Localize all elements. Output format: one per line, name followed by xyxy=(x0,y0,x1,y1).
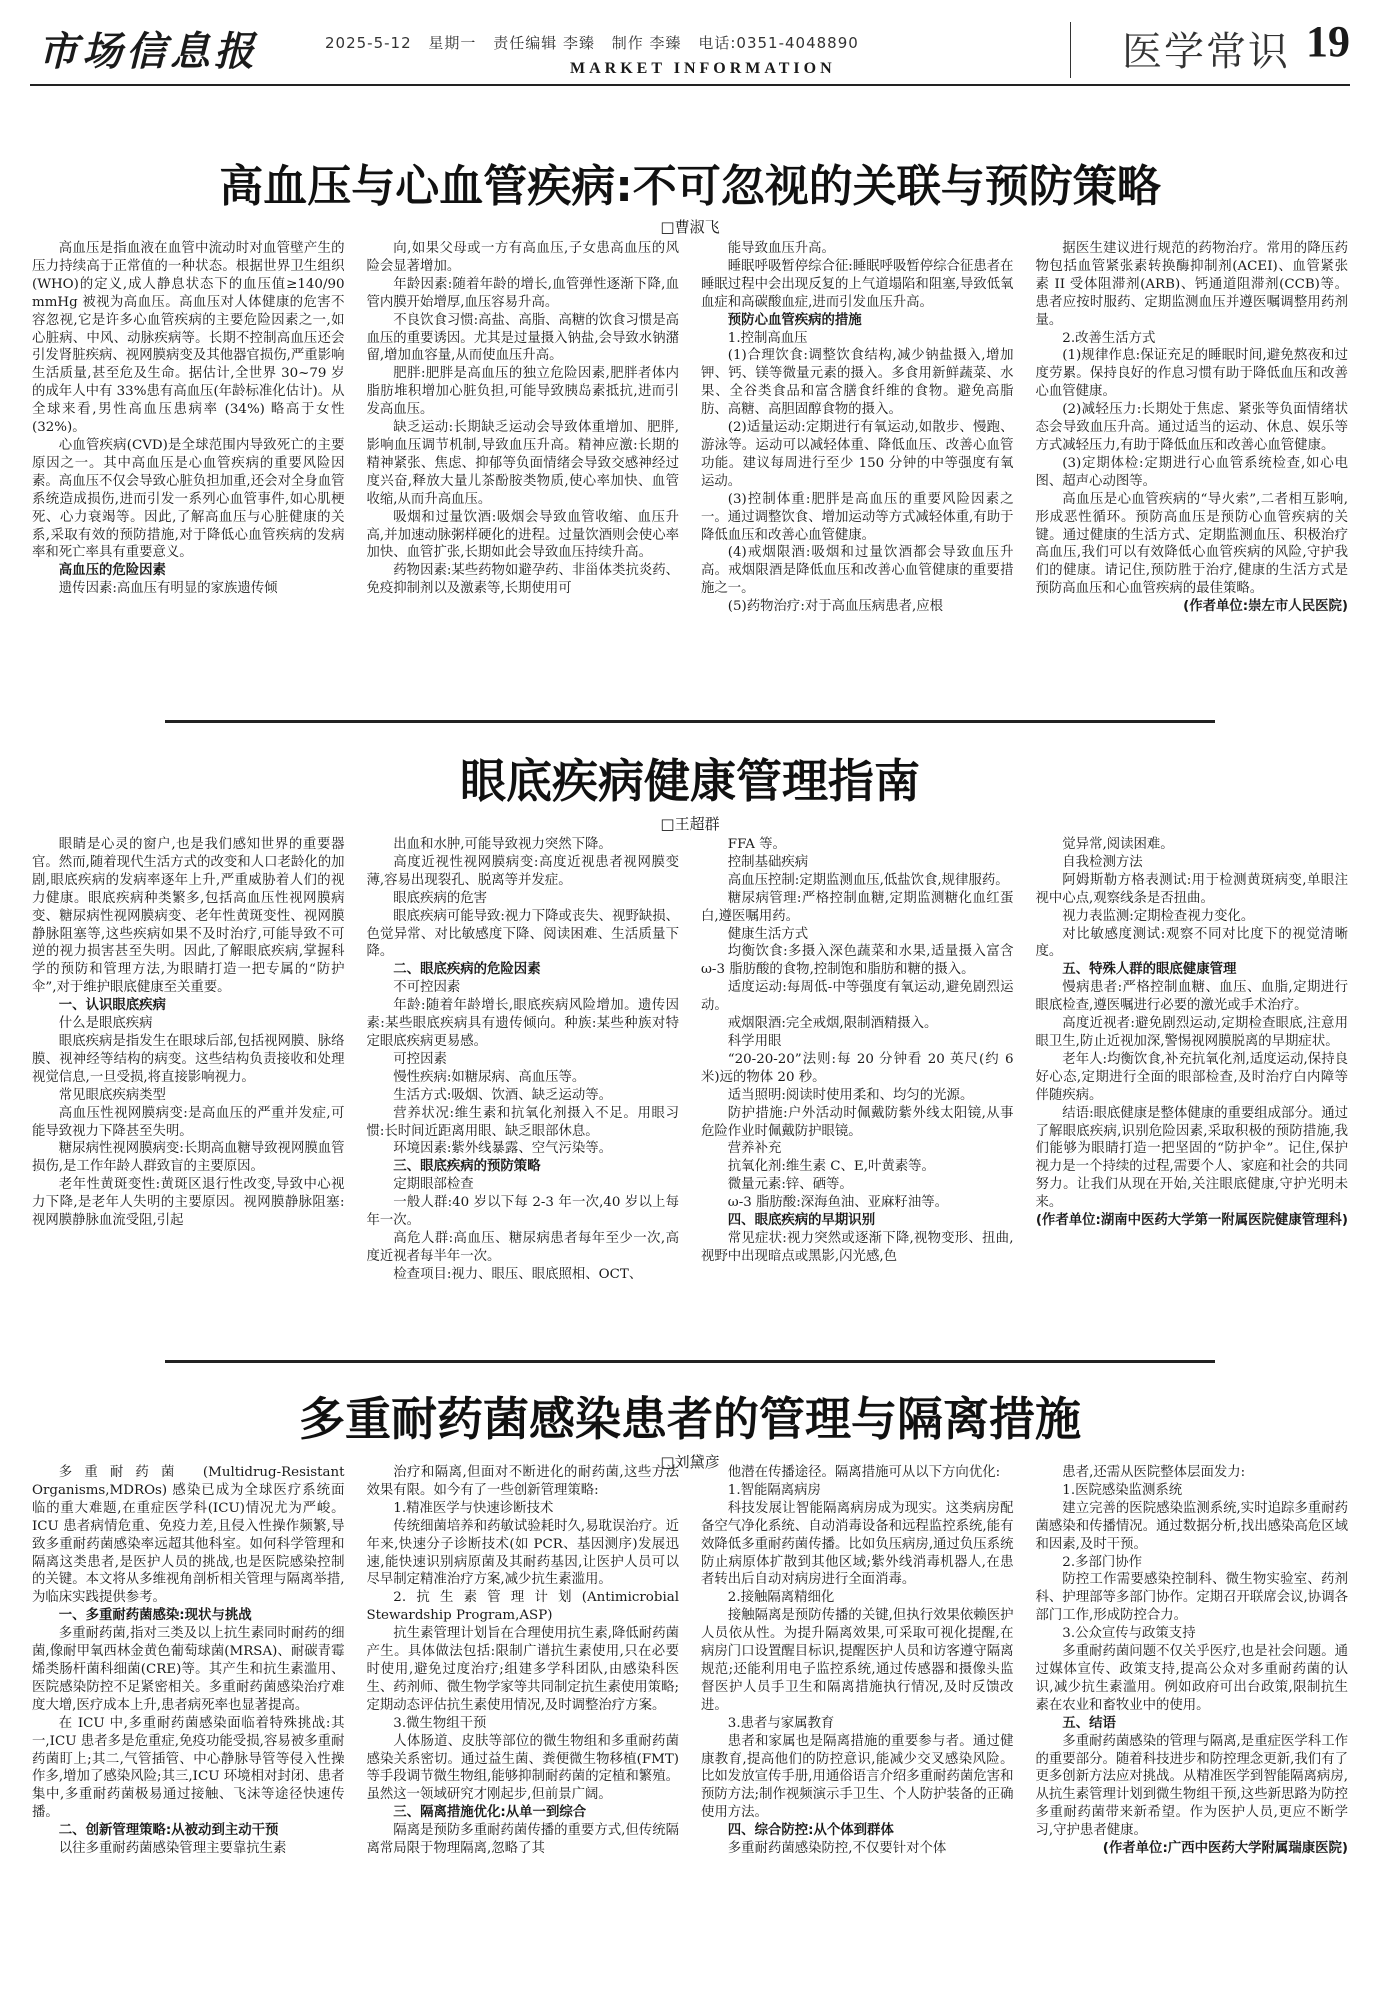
phone: 电话:0351-4048890 xyxy=(698,34,859,52)
paragraph: 多重耐药菌问题不仅关乎医疗,也是社会问题。通过媒体宣传、政策支持,提高公众对多重耐药菌的认识,减少抗生素滥用。例如政府可出台政策,限制抗生素在农业和畜牧业中的使用。 xyxy=(1035,1644,1348,1713)
paragraph: 不可控因素 xyxy=(393,980,461,996)
paragraph: 糖尿病管理:严格控制血糖,定期监测糖化血红蛋白,遵医嘱用药。 xyxy=(701,890,1014,924)
paragraph: 防控工作需要感染控制科、微生物实验室、药剂科、护理部等多部门协作。定期召开联席会议,协调各部门工作,形成防控合力。 xyxy=(1035,1572,1348,1624)
paragraph: 均衡饮食:多摄入深色蔬菜和水果,适量摄入富含 ω-3 脂肪酸的食物,控制饱和脂肪和糖的摄入。 xyxy=(701,944,1014,978)
paragraph: 2.抗生素管理计划(Antimicrobial Stewardship Program,ASP) xyxy=(366,1590,679,1624)
article-hypertension xyxy=(30,150,1350,237)
paragraph: 人体肠道、皮肤等部位的微生物组和多重耐药菌感染关系密切。通过益生菌、粪便微生物移植(FMT)等手段调节微生物组,能够抑制耐药菌的定植和繁殖。虽然这一领域研究才刚起步,但前景广阔。 xyxy=(366,1733,679,1803)
paragraph: ω-3 脂肪酸:深海鱼油、亚麻籽油等。 xyxy=(727,1195,948,1211)
paragraph: 心血管疾病(CVD)是全球范围内导致死亡的主要原因之一。其中高血压是心血管疾病的重要风险因素。高血压不仅会导致心脏负担加重,还会对全身血管系统造成损伤,进而引发一系列心血管事件,如心肌梗死、心力衰竭等。因此,了解高血压与心脏健康的关系,采取有效的预防措施,对于降低心血管疾病的发病率和死亡率具有重要意义。 xyxy=(32,437,345,561)
a1-column xyxy=(367,240,680,700)
paragraph: 控制基础疾病 xyxy=(727,854,809,870)
a3-column xyxy=(367,1464,680,1988)
paragraph: 能导致血压升高。 xyxy=(727,241,835,256)
paragraph: 建立完善的医院感染监测系统,实时追踪多重耐药菌感染和传播情况。通过数据分析,找出感染高危区域和因素,及时干预。 xyxy=(1035,1500,1348,1552)
subheading: 高血压的危险因素 xyxy=(58,563,166,579)
paragraph: 缺乏运动:长期缺乏运动会导致体重增加、肥胖,影响血压调节机制,导致血压升高。精神应激:长期的精神紧张、焦虑、抑郁等负面情绪会导致交感神经过度兴奋,释放大量儿茶酚胺类物质,使心率加快、血管收缩,从而升高血压。 xyxy=(366,420,679,507)
paragraph: 可控因素 xyxy=(393,1051,447,1067)
paragraph: 吸烟和过量饮酒:吸烟会导致血管收缩、血压升高,并加速动脉粥样硬化的进程。过量饮酒则会使心率加快、血管扩张,长期如此会导致血压持续升高。 xyxy=(366,509,679,561)
headline: 多重耐药菌感染患者的管理与隔离措施 xyxy=(299,1392,1081,1446)
paragraph: 药物因素:某些药物如避孕药、非甾体类抗炎药、免疫抑制剂以及激素等,长期使用可 xyxy=(366,563,679,597)
paragraph: 自我检测方法 xyxy=(1062,854,1143,870)
byline: □王超群 xyxy=(660,815,720,833)
paragraph: 不良饮食习惯:高盐、高脂、高糖的饮食习惯是高血压的重要诱因。尤其是过量摄入钠盐,会导致水钠潴留,增加血容量,从而使血压升高。 xyxy=(366,312,679,364)
paragraph: 常见眼底疾病类型 xyxy=(58,1087,166,1103)
paragraph: (4)戒烟限酒:吸烟和过量饮酒都会导致血压升高。戒烟限酒是降低血压和改善心血管健康的重要措施之一。 xyxy=(701,545,1014,597)
page-number: 19 xyxy=(1306,17,1350,66)
producer: 制作 李臻 xyxy=(611,34,682,52)
a3-column xyxy=(701,1464,1014,1988)
issue-date: 2025-5-12 xyxy=(325,34,412,52)
paragraph: 患者和家属也是隔离措施的重要参与者。通过健康教育,提高他们的防控意识,能减少交叉感染风险。比如发放宣传手册,用通俗语言介绍多重耐药菌危害和预防方法;制作视频演示手卫生、个人防护装备的正确使用方法。 xyxy=(701,1733,1014,1821)
paragraph: 以往多重耐药菌感染管理主要靠抗生素 xyxy=(58,1841,287,1857)
paragraph: 觉异常,阅读困难。 xyxy=(1062,837,1174,852)
paragraph: 1.精准医学与快速诊断技术 xyxy=(393,1500,554,1516)
paragraph: (3)控制体重:肥胖是高血压的重要风险因素之一。通过调整饮食、增加运动等方式减轻体重,有助于降低血压和改善心血管健康。 xyxy=(701,491,1014,543)
paragraph: 2.多部门协作 xyxy=(1062,1554,1143,1570)
a2-column xyxy=(367,836,680,1340)
a2-column xyxy=(32,836,345,1340)
paragraph: 向,如果父母或一方有高血压,子女患高血压的风险会显著增加。 xyxy=(366,241,679,274)
paragraph: 遗传因素:高血压有明显的家族遗传倾 xyxy=(58,581,278,597)
paragraph: 检查项目:视力、眼压、眼底照相、OCT、 xyxy=(393,1266,643,1282)
issue-meta xyxy=(325,32,870,53)
paragraph: 隔离是预防多重耐药菌传播的重要方式,但传统隔离常局限于物理隔离,忽略了其 xyxy=(366,1823,679,1857)
subheading: 五、特殊人群的眼底健康管理 xyxy=(1062,962,1237,978)
section-rule xyxy=(165,720,1215,723)
paragraph: FFA 等。 xyxy=(727,837,786,852)
paragraph: 肥胖:肥胖是高血压的独立危险因素,肥胖者体内脂肪堆积增加心脏负担,可能导致胰岛素抵抗,进而引发高血压。 xyxy=(366,366,679,418)
a2-columns xyxy=(32,836,1348,1340)
byline: □刘黛彦 xyxy=(660,1453,720,1471)
paragraph: 视力表监测:定期检查视力变化。 xyxy=(1062,908,1255,924)
subheading: 二、眼底疾病的危险因素 xyxy=(393,962,541,978)
divider xyxy=(1070,22,1071,78)
a1-column xyxy=(701,240,1014,700)
paragraph: 年龄因素:随着年龄的增长,血管弹性逐渐下降,血管内膜开始增厚,血压容易升高。 xyxy=(366,276,679,310)
paragraph: (2)减轻压力:长期处于焦虑、紧张等负面情绪状态会导致血压升高。通过适当的运动、休息、娱乐等方式减轻压力,有助于降低血压和改善心血管健康。 xyxy=(1035,402,1348,453)
masthead xyxy=(30,14,1350,86)
paragraph: 糖尿病性视网膜病变:长期高血糖导致视网膜血管损伤,是工作年龄人群致盲的主要原因。 xyxy=(32,1141,345,1175)
paragraph: 老年人:均衡饮食,补充抗氧化剂,适度运动,保持良好心态,定期进行全面的眼部检查,及时治疗白内障等伴随疾病。 xyxy=(1035,1051,1348,1103)
paragraph: 抗氧化剂:维生素 C、E,叶黄素等。 xyxy=(727,1159,935,1175)
subheading: 一、认识眼底疾病 xyxy=(58,998,166,1014)
paragraph: 慢病患者:严格控制血糖、血压、血脂,定期进行眼底检查,遵医嘱进行必要的激光或手术治疗。 xyxy=(1035,980,1348,1014)
paragraph: 戒烟限酒:完全戒烟,限制酒精摄入。 xyxy=(727,1016,938,1032)
english-name: MARKET INFORMATION xyxy=(570,60,836,77)
subheading: 一、多重耐药菌感染:现状与挑战 xyxy=(58,1608,252,1624)
paragraph: 传统细菌培养和药敏试验耗时久,易耽误治疗。近年来,快速分子诊断技术(如 PCR、基因测序)发展迅速,能快速识别病原菌及其耐药基因,让医护人员可以尽早制定精准治疗方案,减少抗生素滥用。 xyxy=(366,1518,679,1588)
paragraph: 1.智能隔离病房 xyxy=(727,1482,821,1498)
paragraph: 2.改善生活方式 xyxy=(1062,330,1156,346)
paragraph: 年龄:随着年龄增长,眼底疾病风险增加。遗传因素:某些眼底疾病具有遗传倾向。种族:某些种族对特定眼底疾病更易感。 xyxy=(366,998,679,1049)
a1-column xyxy=(1036,240,1349,700)
paragraph: (2)适量运动:定期进行有氧运动,如散步、慢跑、游泳等。运动可以减轻体重、降低血压、改善心血管功能。建议每周进行至少 150 分钟的中等强度有氧运动。 xyxy=(701,420,1014,489)
paragraph: 高血压是指血液在血管中流动时对血管壁产生的压力持续高于正常值的一种状态。根据世界卫生组织(WHO)的定义,成人静息状态下的血压值≥140/90 mmHg 被视为高血压。高血压对人体健康的危害不容忽视,它是许多心血管疾病的主要危险因素之一,如心脏病、中风、动脉疾病等。长期不控制高血压还会引发肾脏疾病、视网膜病变及其他器官损伤,严重影响生活质量,甚至危及生命。据估计,全世界 30~79 岁的成年人中有 33%患有高血压(年龄标准化估计)。从全球来看,男性高血压患病率 (34%) 略高于女性 (32%)。 xyxy=(32,241,345,436)
paragraph: 3.微生物组干预 xyxy=(393,1715,487,1731)
paragraph: 高血压控制:定期监测血压,低盐饮食,规律服药。 xyxy=(727,872,1009,888)
paragraph: (3)定期体检:定期进行心血管系统检查,如心电图、超声心动图等。 xyxy=(1035,455,1348,489)
author-affiliation: (作者单位:广西中医药大学附属瑞康医院) xyxy=(1102,1841,1348,1857)
newspaper-logo: 市场信息报 xyxy=(38,28,258,75)
article-fundus xyxy=(30,745,1350,834)
paragraph: 高危人群:高血压、糖尿病患者每年至少一次,高度近视者每半年一次。 xyxy=(366,1230,679,1264)
paragraph: 老年性黄斑变性:黄斑区退行性改变,导致中心视力下降,是老年人失明的主要原因。视网膜静脉阻塞:视网膜静脉血流受阻,引起 xyxy=(32,1177,345,1229)
paragraph: 高度近视者:避免剧烈运动,定期检查眼底,注意用眼卫生,防止近视加深,警惕视网膜脱离的早期症状。 xyxy=(1035,1016,1348,1049)
paragraph: 多重耐药菌感染的管理与隔离,是重症医学科工作的重要部分。随着科技进步和防控理念更新,我们有了更多创新方法应对挑战。从精准医学到智能隔离病房,从抗生素管理计划到微生物组干预,这些新思路为防控多重耐药菌带来新希望。作为医护人员,更应不断学习,守护患者健康。 xyxy=(1035,1733,1348,1839)
paragraph: 患者,还需从医院整体层面发力: xyxy=(1062,1465,1246,1480)
paragraph: 治疗和隔离,但面对不断进化的耐药菌,这些方法效果有限。如今有了一些创新管理策略: xyxy=(366,1465,679,1498)
paragraph: 多重耐药菌,指对三类及以上抗生素同时耐药的细菌,像耐甲氧西林金黄色葡萄球菌(MRSA)、耐碳青霉烯类肠杆菌科细菌(CRE)等。其产生和抗生素滥用、医院感染防控不足紧密相关。多重耐药菌感染治疗难度大增,医疗成本上升,患者病死率也显著提高。 xyxy=(32,1626,345,1713)
paragraph: 睡眠呼吸暂停综合征:睡眠呼吸暂停综合征患者在睡眠过程中会出现反复的上气道塌陷和阻塞,导致低氧血症和高碳酸血症,进而引发血压升高。 xyxy=(701,258,1014,310)
paragraph: 1.控制高血压 xyxy=(727,330,808,346)
subheading: 五、结语 xyxy=(1062,1715,1116,1731)
paragraph: (5)药物治疗:对于高血压病患者,应根 xyxy=(727,599,944,615)
paragraph: 2.接触隔离精细化 xyxy=(727,1590,835,1606)
headline: 高血压与心血管疾病:不可忽视的关联与预防策略 xyxy=(219,161,1161,212)
paragraph: 高血压是心血管疾病的“导火索”,二者相互影响,形成恶性循环。预防高血压是预防心血管疾病的关键。通过健康的生活方式、定期监测血压、积极治疗高血压,我们可以有效降低心血管疾病的风险,守护我们的健康。请记住,预防胜于治疗,健康的生活方式是预防高血压和心血管疾病的最佳策略。 xyxy=(1035,491,1348,597)
paragraph: “20-20-20”法则:每 20 分钟看 20 英尺(约 6 米)远的物体 20 秒。 xyxy=(701,1051,1014,1085)
byline: □曹淑飞 xyxy=(660,218,720,236)
subheading: 三、眼底疾病的预防策略 xyxy=(393,1159,541,1175)
paragraph: (1)合理饮食:调整饮食结构,减少钠盐摄入,增加钾、钙、镁等微量元素的摄入。多食用新鲜蔬菜、水果、全谷类食品和富含膳食纤维的食物。避免高脂肪、高糖、高胆固醇食物的摄入。 xyxy=(701,348,1014,418)
a1-columns xyxy=(32,240,1348,700)
paragraph: 出血和水肿,可能导致视力突然下降。 xyxy=(393,837,612,852)
a3-column xyxy=(1036,1464,1349,1988)
paragraph: 3.患者与家属教育 xyxy=(727,1715,835,1731)
subheading: 二、创新管理策略:从被动到主动干预 xyxy=(58,1823,279,1839)
paragraph: 眼底疾病可能导致:视力下降或丧失、视野缺损、色觉异常、对比敏感度下降、阅读困难、生活质量下降。 xyxy=(366,908,679,960)
paragraph: 高血压性视网膜病变:是高血压的严重并发症,可能导致视力下降甚至失明。 xyxy=(32,1105,345,1139)
paragraph: 眼底疾病是指发生在眼球后部,包括视网膜、脉络膜、视神经等结构的病变。这些结构负责接收和处理视觉信息,一旦受损,将直接影响视力。 xyxy=(32,1033,345,1085)
paragraph: 定期眼部检查 xyxy=(393,1177,474,1193)
paragraph: 营养状况:维生素和抗氧化剂摄入不足。用眼习惯:长时间近距离用眼、缺乏眼部休息。 xyxy=(366,1105,679,1139)
subheading: 三、隔离措施优化:从单一到综合 xyxy=(393,1805,587,1821)
a2-column xyxy=(701,836,1014,1340)
paragraph: 适度运动:每周低-中等强度有氧运动,避免剧烈运动。 xyxy=(701,980,1014,1014)
paragraph: 适当照明:阅读时使用柔和、均匀的光源。 xyxy=(727,1087,974,1103)
a3-columns xyxy=(32,1464,1348,1988)
paragraph: 营养补充 xyxy=(727,1141,782,1157)
paragraph: 结语:眼底健康是整体健康的重要组成部分。通过了解眼底疾病,识别危险因素,采取积极的预防措施,我们能够为眼睛打造一把坚固的“防护伞”。记住,保护视力是一个持续的过程,需要个人、家庭和社会的共同努力。让我们从现在开始,关注眼底健康,守护光明未来。 xyxy=(1035,1105,1348,1211)
paragraph: 一般人群:40 岁以下每 2-3 年一次,40 岁以上每年一次。 xyxy=(366,1195,679,1229)
paragraph: 微量元素:锌、硒等。 xyxy=(727,1177,853,1193)
paragraph: 对比敏感度测试:观察不同对比度下的视觉清晰度。 xyxy=(1035,926,1348,960)
paragraph: 常见症状:视力突然或逐渐下降,视物变形、扭曲,视野中出现暗点或黑影,闪光感,色 xyxy=(701,1230,1014,1264)
a2-column xyxy=(1036,836,1349,1340)
paragraph: 环境因素:紫外线暴露、空气污染等。 xyxy=(393,1141,613,1157)
paragraph: (1)规律作息:保证充足的睡眠时间,避免熬夜和过度劳累。保持良好的作息习惯有助于降低血压和改善心血管健康。 xyxy=(1035,348,1348,400)
paragraph: 慢性疾病:如糖尿病、高血压等。 xyxy=(393,1069,586,1085)
paragraph: 3.公众宣传与政策支持 xyxy=(1062,1626,1196,1642)
headline: 眼底疾病健康管理指南 xyxy=(460,754,920,808)
section-title: 医学常识 xyxy=(1122,29,1290,75)
paragraph: 抗生素管理计划旨在合理使用抗生素,降低耐药菌产生。具体做法包括:限制广谱抗生素使用,只在必要时使用,避免过度治疗;组建多学科团队,由感染科医生、药剂师、微生物学家等共同制定抗生素使用策略;定期动态评估抗生素使用情况,及时调整治疗方案。 xyxy=(366,1626,679,1713)
subheading: 预防心血管疾病的措施 xyxy=(727,312,862,328)
a1-column xyxy=(32,240,345,700)
paragraph: 健康生活方式 xyxy=(727,926,809,942)
paragraph: 阿姆斯勒方格表测试:用于检测黄斑病变,单眼注视中心点,观察线条是否扭曲。 xyxy=(1035,872,1348,906)
paragraph: 多重耐药菌 (Multidrug-Resistant Organisms,MDROs) 感染已成为全球医疗系统面临的重大难题,在重症医学科(ICU)情况尤为严峻。ICU 患者病情危重、免疫力差,且侵入性操作频繁,导致多重耐药菌感染率远超其他科室。如何科学管理和隔离这类患者,是医护人员的挑战,也是医院感染控制的关键。本文将从多维视角剖析相关管理与隔离举措,为临床实践提供参考。 xyxy=(32,1465,345,1606)
paragraph: 他潜在传播途径。隔离措施可从以下方向优化: xyxy=(727,1465,1001,1480)
paragraph: 眼底疾病的危害 xyxy=(393,890,488,906)
editor: 责任编辑 李臻 xyxy=(493,34,595,52)
paragraph: 科学用眼 xyxy=(727,1033,782,1049)
paragraph: 高度近视性视网膜病变:高度近视患者视网膜变薄,容易出现裂孔、脱离等并发症。 xyxy=(366,854,679,888)
paragraph: 接触隔离是预防传播的关键,但执行效果依赖医护人员依从性。为提升隔离效果,可采取可视化提醒,在病房门口设置醒目标识,提醒医护人员和访客遵守隔离规范;还能利用电子监控系统,通过传感器和摄像头监督医护人员手卫生和隔离措施执行情况,及时反馈改进。 xyxy=(701,1608,1014,1713)
a3-column xyxy=(32,1464,345,1988)
subheading: 四、眼底疾病的早期识别 xyxy=(727,1213,876,1229)
paragraph: 科技发展让智能隔离病房成为现实。这类病房配备空气净化系统、自动消毒设备和远程监控系统,能有效降低多重耐药菌传播。比如负压病房,通过负压系统防止病原体扩散到其他区域;紫外线消毒机器人,在患者转出后自动对病房进行全面消毒。 xyxy=(701,1500,1014,1588)
paragraph: 据医生建议进行规范的药物治疗。常用的降压药物包括血管紧张素转换酶抑制剂(ACEI)、血管紧张素 II 受体阻滞剂(ARB)、钙通道阻滞剂(CCB)等。患者应按时服药、定期监测血压并遵医嘱调整用药剂量。 xyxy=(1035,241,1348,328)
issue-weekday: 星期一 xyxy=(428,34,477,52)
paragraph: 防护措施:户外活动时佩戴防紫外线太阳镜,从事危险作业时佩戴防护眼镜。 xyxy=(701,1105,1014,1139)
author-affiliation: (作者单位:湖南中医药大学第一附属医院健康管理科) xyxy=(1035,1213,1348,1229)
subheading: 四、综合防控:从个体到群体 xyxy=(727,1823,894,1839)
article-mdro xyxy=(30,1383,1350,1472)
paragraph: 1.医院感染监测系统 xyxy=(1062,1482,1183,1498)
paragraph: 生活方式:吸烟、饮酒、缺乏运动等。 xyxy=(393,1087,613,1103)
paragraph: 什么是眼底疾病 xyxy=(58,1016,153,1032)
paragraph: 多重耐药菌感染防控,不仅要针对个体 xyxy=(727,1841,947,1857)
paragraph: 眼睛是心灵的窗户,也是我们感知世界的重要器官。然而,随着现代生活方式的改变和人口老龄化的加剧,眼底疾病的发病率逐年上升,严重威胁着人们的视力健康。眼底疾病种类繁多,包括高血压性视网膜病变、糖尿病性视网膜病变、老年性黄斑变性、视网膜静脉阻塞等,这些疾病如果不及时治疗,可能导致不可逆的视力损害甚至失明。因此,了解眼底疾病,掌握科学的预防和管理方法,为眼睛打造一把专属的“防护伞”,对于维护眼底健康至关重要。 xyxy=(32,837,345,996)
author-affiliation: (作者单位:崇左市人民医院) xyxy=(1183,599,1348,615)
section-rule xyxy=(165,1360,1215,1363)
paragraph: 在 ICU 中,多重耐药菌感染面临着特殊挑战:其一,ICU 患者多是危重症,免疫功能受损,容易被多重耐药菌盯上;其二,气管插管、中心静脉导管等侵入性操作多,增加了感染风险;其三,ICU 环境相对封闭、患者集中,多重耐药菌极易通过接触、飞沫等途径快速传播。 xyxy=(32,1715,345,1821)
